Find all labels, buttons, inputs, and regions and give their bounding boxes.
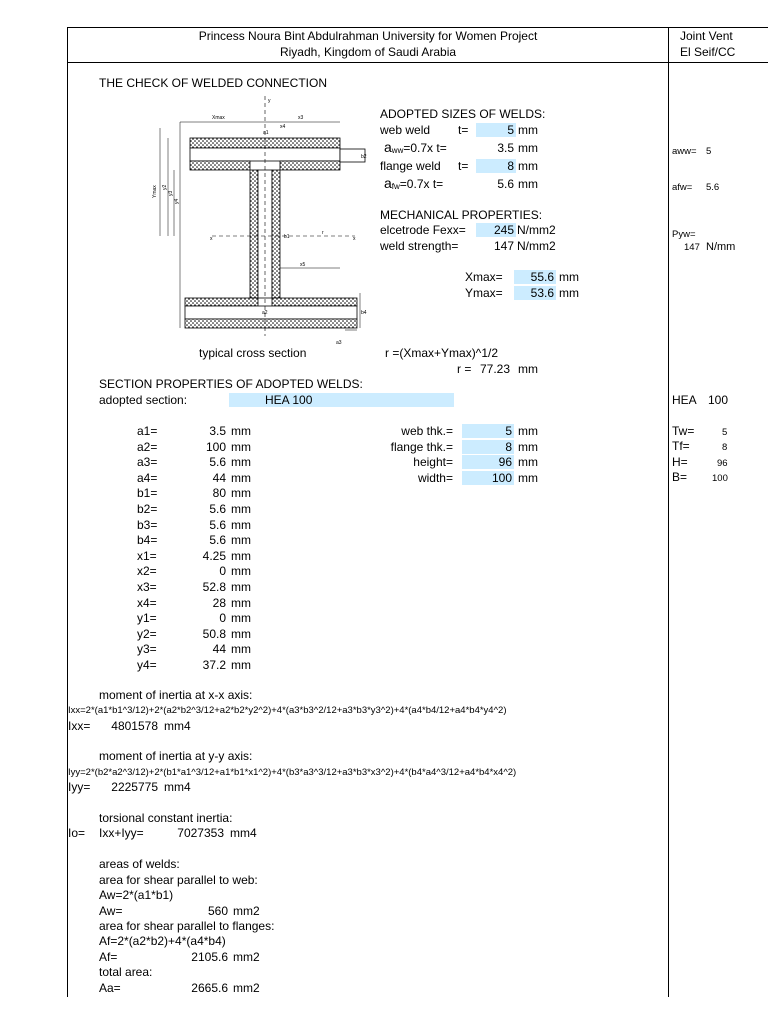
web-weld-t-unit: mm <box>518 123 538 137</box>
dim-value: 80 <box>212 486 226 501</box>
prop-value[interactable]: 100 <box>462 471 514 485</box>
side-aww-label: aww= <box>672 146 697 157</box>
dim-label: y3= <box>137 642 157 657</box>
dim-value: 0 <box>219 564 226 579</box>
aww-label-sub: ww <box>391 146 404 155</box>
dim-label: a2= <box>137 439 158 454</box>
io-unit: mm4 <box>230 826 257 840</box>
iyy-unit: mm4 <box>164 780 191 794</box>
io-expr: Ixx+Iyy= <box>99 826 144 840</box>
dim-value: 5.6 <box>209 533 226 548</box>
label-ymax: Ymax <box>152 185 158 198</box>
side-tw-value: 5 <box>722 427 728 438</box>
prop-value[interactable]: 5 <box>462 424 514 438</box>
afw-value: 5.6 <box>497 177 514 191</box>
ymax-label: Ymax= <box>465 286 503 300</box>
ixx-unit: mm4 <box>164 719 191 733</box>
dim-value: 3.5 <box>209 424 226 438</box>
side-h-value: 96 <box>717 458 728 469</box>
bottom-flange-weld-top-right <box>272 298 357 306</box>
aww-value: 3.5 <box>497 141 514 155</box>
side-h-label: H= <box>672 455 688 469</box>
af-title: area for shear parallel to flanges: <box>99 919 275 933</box>
aw-label: Aw= <box>99 904 123 918</box>
xmax-value[interactable]: 55.6 <box>514 270 556 284</box>
aw-value: 560 <box>207 904 228 918</box>
weld-strength-label: weld strength= <box>380 239 459 253</box>
label-y-top: y <box>268 98 271 104</box>
dim-label: b3= <box>137 517 158 532</box>
label-r: r <box>322 230 324 236</box>
fexx-label: elcetrode Fexx= <box>380 223 466 237</box>
dim-unit: mm <box>231 595 251 610</box>
ixx-label: Ixx= <box>68 719 91 733</box>
dim-label: a4= <box>137 470 158 485</box>
dim-value: 44 <box>212 642 226 657</box>
web-weld-left <box>250 170 258 298</box>
label-x-left: x <box>210 236 213 242</box>
dim-label: a3= <box>137 455 158 470</box>
dim-label: b2= <box>137 502 158 516</box>
dim-label: x4= <box>137 595 157 610</box>
dim-label: b4= <box>137 533 158 548</box>
aa-unit: mm2 <box>233 981 260 995</box>
fexx-input[interactable]: 245 <box>476 223 516 237</box>
aw-formula: Aw=2*(a1*b1) <box>99 888 174 902</box>
mech-title: MECHANICAL PROPERTIES: <box>380 208 543 222</box>
dim-label: x2= <box>137 564 157 579</box>
flange-weld-label: flange weld <box>380 159 441 173</box>
ymax-unit: mm <box>559 286 579 300</box>
dim-value: 5.6 <box>209 517 226 532</box>
dim-value: 5.6 <box>209 502 226 516</box>
io-value: 7027353 <box>177 826 224 840</box>
bottom-flange-weld-top-left <box>185 298 258 306</box>
r-unit: mm <box>518 362 538 376</box>
side-tf-value: 8 <box>722 442 728 453</box>
xmax-unit: mm <box>559 270 579 284</box>
weld-sizes-title: ADOPTED SIZES OF WELDS: <box>380 107 546 121</box>
frame-left-line <box>67 27 68 997</box>
af-label: Af= <box>99 950 118 964</box>
dim-unit: mm <box>231 439 251 454</box>
total-area-title: total area: <box>99 965 153 979</box>
prop-value[interactable]: 96 <box>462 455 514 469</box>
dim-unit: mm <box>231 424 251 438</box>
label-a1: a1 <box>263 130 269 136</box>
prop-unit: mm <box>518 470 538 485</box>
dim-label: x3= <box>137 580 157 594</box>
bottom-flange <box>185 306 357 319</box>
aw-unit: mm2 <box>233 904 260 918</box>
dim-value: 100 <box>205 439 226 454</box>
r-formula: r =(Xmax+Ymax)^1/2 <box>385 346 498 360</box>
prop-label: flange thk.= <box>390 439 453 454</box>
aww-label-a: a <box>384 139 392 155</box>
fexx-unit: N/mm2 <box>517 223 556 237</box>
web-weld-label: web weld <box>380 123 431 137</box>
dim-unit: mm <box>231 486 251 501</box>
side-afw-label: afw= <box>672 182 693 193</box>
af-unit: mm2 <box>233 950 260 964</box>
label-x5: x5 <box>300 262 306 268</box>
side-pyw-unit: N/mm <box>706 241 736 253</box>
label-b4: b4 <box>361 310 367 316</box>
top-flange-weld-bottom-right <box>280 161 340 170</box>
prop-label: height= <box>413 455 453 470</box>
label-y3: y3 <box>168 190 174 196</box>
iyy-formula: Iyy=2*(b2*a2^3/12)+2*(b1*a1^3/12+a1*b1*x1^2)+4*(b3*a3^3/12+a3*b3*x3^2)+4*(b4*a4^3/12+a4*b4*x4^2) <box>68 767 517 778</box>
dim-value: 5.6 <box>209 455 226 470</box>
dim-unit: mm <box>231 455 251 470</box>
afw-label-rest: =0.7x t= <box>399 177 444 191</box>
aa-value: 2665.6 <box>191 981 228 995</box>
dim-label: y1= <box>137 611 157 626</box>
side-b-label: B= <box>672 470 688 484</box>
web-weld-t-label: t= <box>458 123 469 137</box>
dim-label: x1= <box>137 548 157 563</box>
iyy-label: Iyy= <box>68 780 91 794</box>
check-title: THE CHECK OF WELDED CONNECTION <box>99 76 328 90</box>
label-xmax: Xmax <box>212 115 225 121</box>
label-x-right: x <box>353 236 356 242</box>
aa-label: Aa= <box>99 981 121 995</box>
label-x4: x4 <box>280 124 286 130</box>
label-a2: a2 <box>262 310 268 316</box>
io-label: Io= <box>68 826 86 840</box>
section-title: SECTION PROPERTIES OF ADOPTED WELDS: <box>99 377 363 391</box>
af-formula: Af=2*(a2*b2)+4*(a4*b4) <box>99 934 226 948</box>
side-pyw-value: 147 <box>684 242 700 253</box>
weld-strength-value: 147 <box>493 239 514 253</box>
xmax-label: Xmax= <box>465 270 503 284</box>
header-right-line2: El Seif/CC <box>680 45 736 59</box>
dim-unit: mm <box>231 517 251 532</box>
prop-unit: mm <box>518 439 538 454</box>
aww-label-rest: =0.7x t= <box>403 141 447 155</box>
dim-unit: mm <box>231 642 251 657</box>
dim-label: a1= <box>137 424 158 438</box>
afw-label-sub: fw <box>391 182 400 191</box>
prop-label: web thk.= <box>401 424 453 438</box>
ixx-formula: Ixx=2*(a1*b1^3/12)+2*(a2*b2^3/12+a2*b2*y2^2)+4*(a3*b3^2/12+a3*b3*y3^2)+4*(a4*b4/12+a4*b4*y4^2) <box>68 705 507 716</box>
cross-section-caption: typical cross section <box>199 346 307 360</box>
header-title-line1: Princess Noura Bint Abdulrahman University for Women Project <box>198 29 538 43</box>
side-hea-label: HEA <box>672 393 697 407</box>
cross-section-drawing <box>150 88 380 350</box>
adopted-section-label: adopted section: <box>99 393 188 407</box>
dim-value: 37.2 <box>202 658 226 672</box>
dim-unit: mm <box>231 611 251 626</box>
prop-value[interactable]: 8 <box>462 440 514 454</box>
dim-unit: mm <box>231 658 251 672</box>
flange-weld-t-label: t= <box>458 159 469 173</box>
header-title-line2: Riyadh, Kingdom of Saudi Arabia <box>279 45 457 59</box>
iyy-title: moment of inertia at y-y axis: <box>99 749 253 763</box>
dim-unit: mm <box>231 533 251 548</box>
dim-unit: mm <box>231 626 251 641</box>
dim-value: 52.8 <box>202 580 226 594</box>
side-tw-label: Tw= <box>672 424 695 438</box>
dim-unit: mm <box>231 470 251 485</box>
header-right-line1: Joint Vent <box>680 29 733 43</box>
dim-label: y4= <box>137 658 157 672</box>
ixx-value: 4801578 <box>111 719 158 733</box>
dim-unit: mm <box>231 564 251 579</box>
dim-label: y2= <box>137 626 157 641</box>
label-x3: x3 <box>298 115 304 121</box>
side-pyw-label: Pyw= <box>672 229 696 240</box>
label-b1: b1 <box>284 234 290 240</box>
label-b2: b2 <box>361 154 367 160</box>
prop-unit: mm <box>518 455 538 470</box>
ixx-title: moment of inertia at x-x axis: <box>99 688 253 702</box>
weld-strength-unit: N/mm2 <box>517 239 556 253</box>
prop-label: width= <box>417 470 453 485</box>
ymax-value[interactable]: 53.6 <box>514 286 556 300</box>
side-tf-label: Tf= <box>672 439 690 453</box>
dim-unit: mm <box>231 580 251 594</box>
r-value: 77.23 <box>479 362 510 376</box>
afw-label <box>384 176 443 194</box>
dim-value: 28 <box>212 595 226 610</box>
frame-divider-line <box>668 27 669 997</box>
aww-label <box>384 140 447 158</box>
dim-unit: mm <box>231 502 251 516</box>
io-title: torsional constant inertia: <box>99 811 233 825</box>
af-value: 2105.6 <box>191 950 228 964</box>
adopted-section-select[interactable]: HEA 100 <box>229 393 454 407</box>
side-hea-value: 100 <box>708 393 729 407</box>
web-weld-right <box>272 170 280 298</box>
dim-value: 4.25 <box>202 548 226 563</box>
areas-title: areas of welds: <box>99 857 180 871</box>
flange-weld-t-unit: mm <box>518 159 538 173</box>
afw-unit: mm <box>518 177 538 191</box>
label-a3: a3 <box>336 340 342 346</box>
label-y4: y4 <box>174 198 180 204</box>
dim-value: 44 <box>212 470 226 485</box>
dim-value: 50.8 <box>202 626 226 641</box>
side-b-value: 100 <box>712 473 728 484</box>
web-weld-t-input[interactable]: 5 <box>476 123 516 137</box>
aww-unit: mm <box>518 141 538 155</box>
prop-unit: mm <box>518 424 538 438</box>
label-y2: y2 <box>162 184 168 190</box>
r-label: r = <box>457 362 472 376</box>
aw-title: area for shear parallel to web: <box>99 873 258 887</box>
header-bottom-line <box>67 62 768 63</box>
dim-label: b1= <box>137 486 158 501</box>
iyy-value: 2225775 <box>111 780 158 794</box>
flange-weld-t-input[interactable]: 8 <box>476 159 516 173</box>
dim-unit: mm <box>231 548 251 563</box>
top-flange-weld-bottom-left <box>190 161 250 170</box>
side-afw-value: 5.6 <box>706 182 720 193</box>
bottom-flange-weld-bottom <box>185 319 357 328</box>
side-aww-value: 5 <box>706 146 712 157</box>
afw-label-a: a <box>384 175 392 191</box>
dim-value: 0 <box>219 611 226 626</box>
frame-top-line <box>67 27 768 28</box>
